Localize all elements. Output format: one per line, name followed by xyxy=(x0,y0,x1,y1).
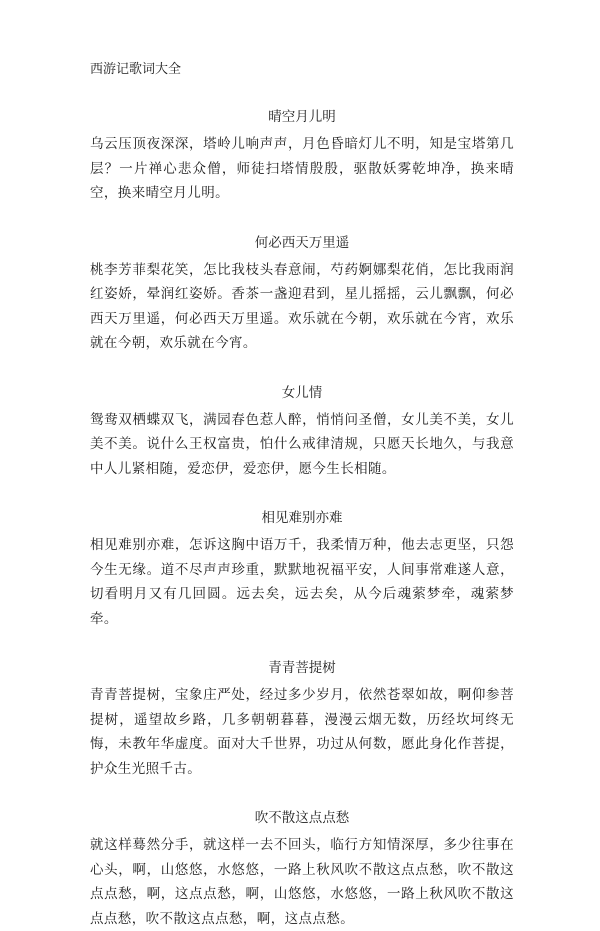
song-title: 女儿情 xyxy=(281,384,323,401)
song-title: 相见难别亦难 xyxy=(261,510,343,526)
song-lyrics: 鸳鸯双栖蝶双飞，满园春色惹人醉，悄悄问圣僧，女儿美不美，女儿美不美。说什么王权富贵，怕什么戒律清规，只愿天长地久，与我意中人儿紧相随，爱恋伊，爱恋伊，愿今生长相随。 xyxy=(90,411,514,477)
song-section xyxy=(90,657,514,781)
song-title: 何必西天万里遥 xyxy=(254,234,350,251)
song-section xyxy=(90,232,514,356)
song-lyrics: 相见难别亦难，怎诉这胸中语万千，我柔情万种，他去志更坚，只怨今生无缘。道不尽声声珍重，默默地祝福平安，人间事常难遂人意，切看明月又有几回圆。远去矣，远去矣，从今后魂萦梦牵，魂萦梦牵。 xyxy=(90,537,514,627)
song-section xyxy=(90,807,514,931)
song-lyrics: 青青菩提树，宝象庄严处，经过多少岁月，依然苍翠如故，啊仰参菩提树，遥望故乡路，几多朝朝暮暮，漫漫云烟无数，历经坎坷终无悔，未教年华虚度。面对大千世界，功过从何数，愿此身化作菩提，护众生光照千古。 xyxy=(90,687,514,777)
song-title: 吹不散这点点愁 xyxy=(254,810,350,826)
song-title: 晴空月儿明 xyxy=(268,109,336,125)
song-lyrics: 就这样蓦然分手，就这样一去不回头，临行方知情深厚，多少往事在心头，啊，山悠悠，水悠悠，一路上秋风吹不散这点点愁，吹不散这点点愁，啊，这点点愁，啊，山悠悠，水悠悠，一路上秋风吹不散这点点愁，吹不散这点点愁，啊，这点点愁。 xyxy=(90,837,514,927)
song-section xyxy=(90,382,514,482)
document-title: 西游记歌词大全 xyxy=(90,62,182,77)
song-lyrics: 乌云压顶夜深深，塔岭儿响声声，月色昏暗灯儿不明，知是宝塔第几层？一片禅心悲众僧，师徒扫塔情殷殷，驱散妖雾乾坤净，换来晴空，换来晴空月儿明。 xyxy=(90,136,514,201)
song-lyrics: 桃李芳菲梨花笑，怎比我枝头春意闹，芍药婀娜梨花俏，怎比我雨润红姿娇，晕润红姿娇。香茶一盏迎君到，星儿摇摇，云儿飘飘，何必西天万里遥，何必西天万里遥。欢乐就在今朝，欢乐就在今宵，欢乐就在今朝，欢乐就在今宵。 xyxy=(90,261,514,351)
song-section xyxy=(90,507,514,631)
song-section xyxy=(90,106,514,206)
song-title: 青青菩提树 xyxy=(268,660,336,676)
